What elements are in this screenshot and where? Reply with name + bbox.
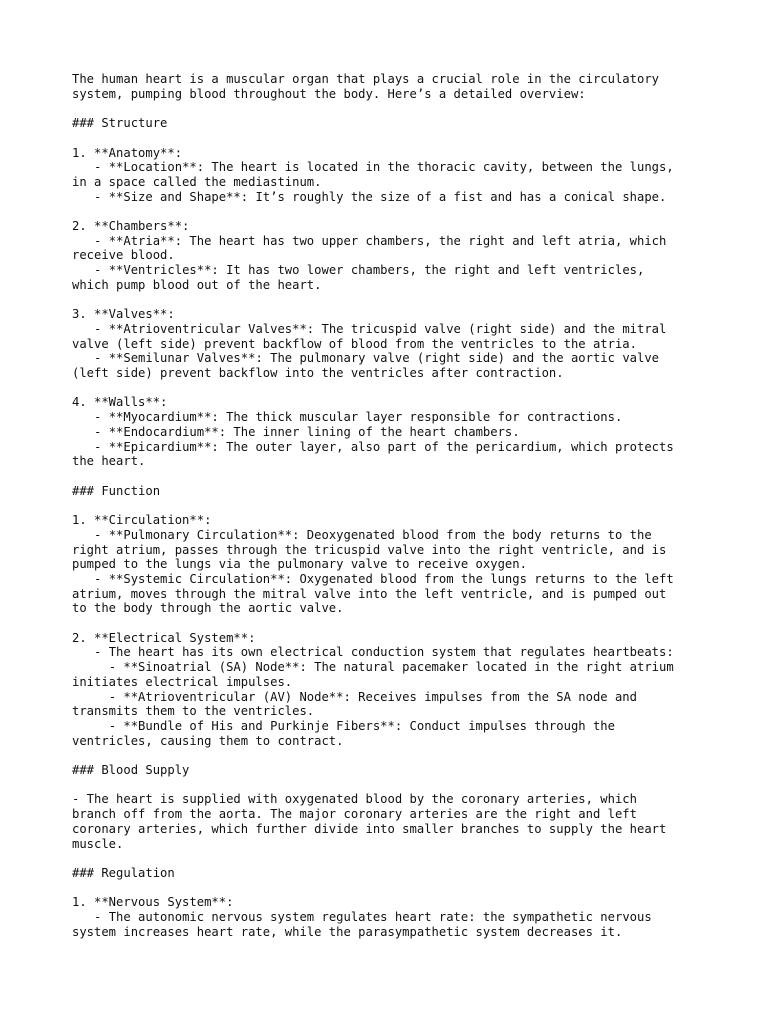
- text-line: - **Sinoatrial (SA) Node**: The natural pacemaker located in the right atrium: [72, 660, 674, 675]
- text-line: valve (left side) prevent backflow of blood from the ventricles to the atria.: [72, 336, 637, 351]
- text-line: - The autonomic nervous system regulates heart rate: the sympathetic nervous: [72, 910, 652, 925]
- text-line: 1. **Circulation**:: [72, 513, 212, 528]
- text-line: which pump blood out of the heart.: [72, 277, 322, 292]
- text-line: - **Size and Shape**: It’s roughly the size of a fist and has a conical shape.: [72, 189, 667, 204]
- text-line: - **Atrioventricular (AV) Node**: Receives impulses from the SA node and: [72, 689, 637, 704]
- text-line: - **Atrioventricular Valves**: The tricuspid valve (right side) and the mitral: [72, 321, 667, 336]
- text-line: 2. **Chambers**:: [72, 219, 190, 234]
- text-line: system, pumping blood throughout the body. Here’s a detailed overview:: [72, 86, 586, 101]
- text-line: ### Structure: [72, 116, 168, 131]
- text-line: The human heart is a muscular organ that plays a crucial role in the circulatory: [72, 72, 659, 86]
- text-line: - The heart has its own electrical conduction system that regulates heartbeats:: [72, 645, 674, 660]
- text-line: pumped to the lungs via the pulmonary valve to receive oxygen.: [72, 557, 527, 572]
- text-line: - **Bundle of His and Purkinje Fibers**: Conduct impulses through the: [72, 718, 615, 733]
- text-line: receive blood.: [72, 248, 175, 263]
- text-line: - **Location**: The heart is located in the thoracic cavity, between the lungs,: [72, 160, 674, 175]
- text-line: 3. **Valves**:: [72, 307, 175, 322]
- text-line: in a space called the mediastinum.: [72, 174, 322, 189]
- text-line: - **Epicardium**: The outer layer, also part of the pericardium, which protects: [72, 439, 674, 454]
- text-line: 4. **Walls**:: [72, 395, 168, 410]
- text-line: 2. **Electrical System**:: [72, 630, 256, 645]
- document-text: [72, 72, 712, 939]
- text-line: atrium, moves through the mitral valve into the left ventricle, and is pumped out: [72, 586, 667, 601]
- text-line: - **Endocardium**: The inner lining of the heart chambers.: [72, 424, 520, 439]
- text-line: the heart.: [72, 454, 146, 469]
- text-line: - **Myocardium**: The thick muscular layer responsible for contractions.: [72, 410, 623, 425]
- text-line: ### Blood Supply: [72, 763, 190, 778]
- text-line: - **Ventricles**: It has two lower chambers, the right and left ventricles,: [72, 263, 645, 278]
- text-line: - **Atria**: The heart has two upper chambers, the right and left atria, which: [72, 233, 667, 248]
- text-line: 1. **Nervous System**:: [72, 895, 234, 910]
- text-line: ### Regulation: [72, 865, 175, 880]
- text-line: ventricles, causing them to contract.: [72, 733, 344, 748]
- text-line: to the body through the aortic valve.: [72, 601, 344, 616]
- text-line: - **Semilunar Valves**: The pulmonary valve (right side) and the aortic valve: [72, 351, 660, 366]
- text-line: ### Function: [72, 483, 161, 498]
- text-line: initiates electrical impulses.: [72, 674, 293, 689]
- text-line: transmits them to the ventricles.: [72, 704, 315, 719]
- text-line: - **Systemic Circulation**: Oxygenated blood from the lungs returns to the left: [72, 571, 674, 586]
- text-line: branch off from the aorta. The major coronary arteries are the right and left: [72, 807, 637, 822]
- text-line: system increases heart rate, while the parasympathetic system decreases it.: [72, 924, 623, 939]
- text-line: coronary arteries, which further divide into smaller branches to supply the heart: [72, 821, 667, 836]
- text-line: (left side) prevent backflow into the ventricles after contraction.: [72, 366, 564, 381]
- text-line: 1. **Anatomy**:: [72, 145, 183, 160]
- text-line: - **Pulmonary Circulation**: Deoxygenated blood from the body returns to the: [72, 527, 652, 542]
- text-line: muscle.: [72, 836, 124, 851]
- text-line: - The heart is supplied with oxygenated blood by the coronary arteries, which: [72, 792, 637, 807]
- text-line: right atrium, passes through the tricuspid valve into the right ventricle, and is: [72, 542, 667, 557]
